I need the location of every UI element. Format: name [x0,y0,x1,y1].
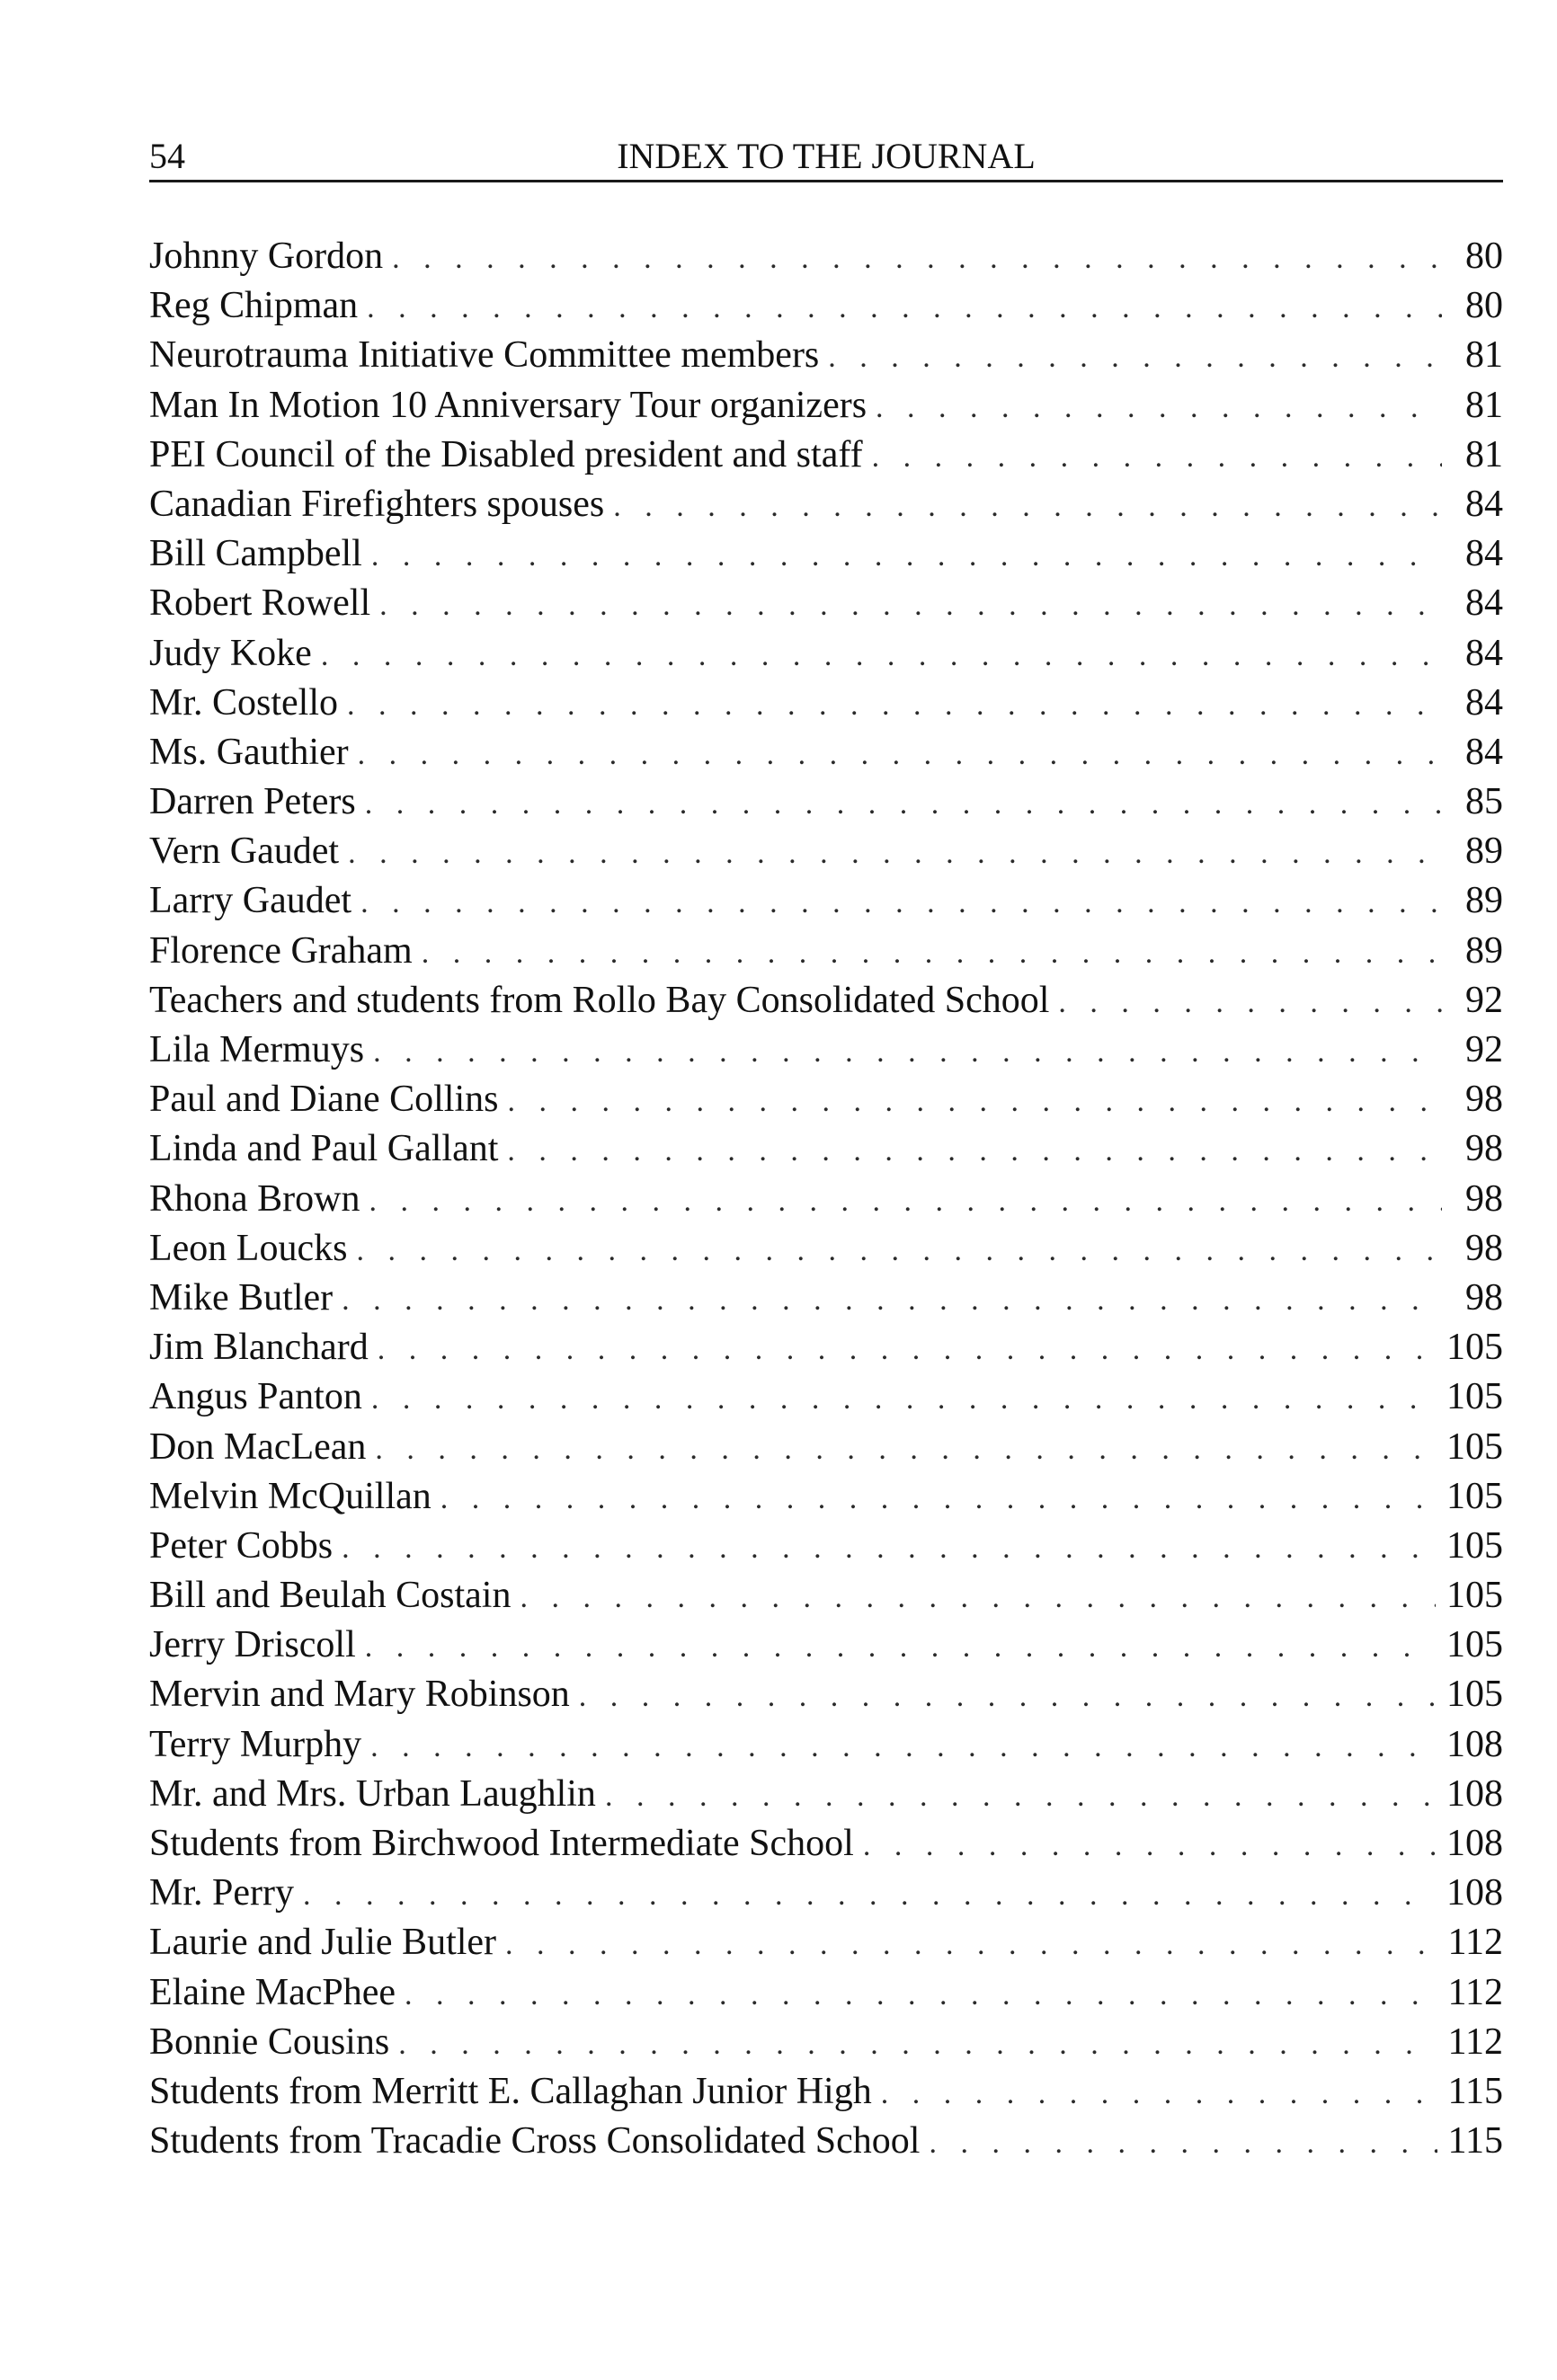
entry-page-number: 81 [1465,384,1503,426]
index-entry [149,2067,1503,2117]
entry-name: Robert Rowell [149,582,371,625]
entry-page-number: 98 [1465,1128,1503,1170]
dot-leader [828,333,1442,382]
dot-leader [347,680,1442,730]
dot-leader [863,1821,1436,1870]
index-entry [149,529,1503,579]
dot-leader [613,482,1442,531]
entry-name: Students from Merritt E. Callaghan Junior High [149,2070,872,2112]
dot-leader [360,878,1442,928]
entry-page-number: 105 [1446,1674,1503,1716]
entry-page-number: 105 [1446,1327,1503,1369]
dot-leader [356,1226,1442,1275]
entry-name: Mervin and Mary Robinson [149,1674,570,1716]
index-entry [149,976,1503,1026]
entry-page-number: 108 [1446,1872,1503,1914]
entry-page-number: 108 [1446,1723,1503,1765]
entry-page-number: 105 [1446,1575,1503,1617]
entry-name: Canadian Firefighters spouses [149,483,605,525]
dot-leader [1058,978,1442,1027]
entry-name: Mr. Costello [149,681,339,724]
entry-name: Terry Murphy [149,1723,362,1765]
index-entry [149,2117,1503,2166]
entry-name: Neurotrauma Initiative Committee members [149,334,820,377]
index-entry [149,629,1503,679]
index-entry [149,1770,1503,1819]
entry-page-number: 80 [1465,235,1503,277]
entry-page-number: 105 [1446,1475,1503,1517]
dot-leader [398,2020,1437,2069]
entry-name: Reg Chipman [149,285,359,327]
dot-leader [375,1425,1436,1474]
index-entry [149,1819,1503,1869]
entry-page-number: 80 [1465,285,1503,327]
index-entry [149,1670,1503,1719]
index-entry [149,679,1503,728]
entry-name: Don MacLean [149,1425,367,1468]
index-entry [149,1124,1503,1174]
entry-name: Jim Blanchard [149,1327,369,1369]
index-entry [149,1522,1503,1571]
index-entry [149,480,1503,529]
entry-name: Linda and Paul Gallant [149,1128,499,1170]
entry-page-number: 98 [1465,1227,1503,1269]
entry-page-number: 89 [1465,880,1503,922]
entry-page-number: 105 [1446,1624,1503,1666]
entry-name: Paul and Diane Collins [149,1079,499,1121]
entry-page-number: 105 [1446,1425,1503,1468]
dot-leader [303,1870,1436,1920]
index-entry [149,1621,1503,1670]
dot-leader [422,928,1442,978]
entry-name: Rhona Brown [149,1177,360,1220]
entry-name: Larry Gaudet [149,880,352,922]
dot-leader [605,1772,1436,1821]
dot-leader [379,581,1442,630]
page-header [149,133,1503,182]
index-entry [149,232,1503,281]
dot-leader [373,1027,1442,1077]
index-entry-list [149,232,1503,2166]
entry-name: Laurie and Julie Butler [149,1922,497,1964]
index-entry [149,1075,1503,1124]
entry-name: PEI Council of the Disabled president and staff [149,433,863,475]
entry-name: Mr. and Mrs. Urban Laughlin [149,1772,596,1815]
index-entry [149,1720,1503,1770]
entry-page-number: 84 [1465,731,1503,773]
index-entry [149,1323,1503,1372]
index-entry [149,1918,1503,1967]
index-entry [149,1869,1503,1918]
entry-name: Teachers and students from Rollo Bay Consolidated School [149,979,1050,1021]
index-entry [149,431,1503,480]
entry-page-number: 89 [1465,929,1503,972]
dot-leader [881,2069,1437,2118]
entry-page-number: 92 [1465,979,1503,1021]
entry-page-number: 112 [1447,1922,1503,1964]
index-entry [149,728,1503,777]
index-entry [149,876,1503,926]
index-entry [149,827,1503,876]
index-entry [149,1224,1503,1274]
dot-leader [365,779,1442,829]
entry-page-number: 84 [1465,483,1503,525]
index-entry [149,331,1503,380]
entry-page-number: 108 [1446,1823,1503,1864]
entry-page-number: 84 [1465,533,1503,575]
entry-name: Peter Cobbs [149,1524,334,1567]
index-entry [149,1372,1503,1422]
entry-name: Angus Panton [149,1376,362,1418]
entry-page-number: 115 [1447,2120,1503,2162]
dot-leader [371,531,1442,581]
index-entry [149,1472,1503,1522]
entry-page-number: 92 [1465,1029,1503,1070]
index-entry [149,1026,1503,1075]
entry-page-number: 81 [1465,433,1503,475]
dot-leader [507,1126,1442,1176]
entry-name: Mr. Perry [149,1872,294,1914]
entry-name: Man In Motion 10 Anniversary Tour organizers [149,384,867,426]
index-entry [149,1175,1503,1224]
index-entry [149,777,1503,827]
entry-page-number: 98 [1465,1177,1503,1220]
dot-leader [378,1325,1436,1374]
index-entry [149,579,1503,628]
dot-leader [371,1374,1436,1424]
entry-name: Darren Peters [149,781,356,823]
entry-page-number: 108 [1446,1772,1503,1815]
entry-page-number: 115 [1447,2070,1503,2112]
entry-name: Florence Graham [149,929,413,972]
index-entry [149,381,1503,431]
entry-page-number: 98 [1465,1276,1503,1319]
index-entry [149,2018,1503,2067]
dot-leader [876,383,1442,432]
dot-leader [440,1474,1436,1523]
dot-leader [929,2118,1437,2168]
entry-name: Lila Mermuys [149,1029,365,1070]
dot-leader [348,829,1442,878]
running-title: INDEX TO THE JOURNAL [617,136,1036,176]
dot-leader [392,234,1442,283]
index-entry [149,1423,1503,1472]
entry-page-number: 112 [1447,2020,1503,2063]
dot-leader [520,1573,1436,1622]
index-entry [149,1571,1503,1621]
dot-leader [367,283,1442,333]
dot-leader [505,1920,1437,1969]
entry-page-number: 81 [1465,334,1503,377]
dot-leader [405,1970,1437,2020]
entry-page-number: 112 [1447,1971,1503,2013]
entry-name: Judy Koke [149,632,312,674]
dot-leader [370,1722,1436,1772]
entry-page-number: 89 [1465,830,1503,873]
entry-name: Bonnie Cousins [149,2020,390,2063]
entry-page-number: 85 [1465,781,1503,823]
dot-leader [342,1275,1442,1325]
dot-leader [321,631,1442,680]
entry-page-number: 84 [1465,681,1503,724]
entry-page-number: 105 [1446,1376,1503,1418]
entry-name: Ms. Gauthier [149,731,349,773]
dot-leader [365,1622,1436,1672]
entry-name: Vern Gaudet [149,830,340,873]
index-entry [149,1968,1503,2018]
entry-page-number: 84 [1465,582,1503,625]
dot-leader [342,1523,1436,1573]
index-entry [149,281,1503,331]
entry-page-number: 98 [1465,1079,1503,1121]
dot-leader [369,1177,1443,1226]
dot-leader [579,1672,1436,1721]
dot-leader [507,1077,1442,1126]
dot-leader [872,432,1442,482]
entry-name: Bill and Beulah Costain [149,1575,512,1617]
entry-name: Jerry Driscoll [149,1624,356,1666]
entry-name: Bill Campbell [149,533,362,575]
entry-page-number: 105 [1446,1524,1503,1567]
entry-name: Johnny Gordon [149,235,384,277]
entry-name: Students from Tracadie Cross Consolidated School [149,2120,921,2162]
entry-name: Elaine MacPhee [149,1971,396,2013]
dot-leader [358,730,1442,779]
page-number: 54 [149,136,185,176]
entry-name: Mike Butler [149,1276,334,1319]
entry-name: Leon Loucks [149,1227,348,1269]
entry-name: Melvin McQuillan [149,1475,432,1517]
index-entry [149,927,1503,976]
entry-page-number: 84 [1465,632,1503,674]
index-entry [149,1274,1503,1323]
entry-name: Students from Birchwood Intermediate School [149,1823,854,1864]
